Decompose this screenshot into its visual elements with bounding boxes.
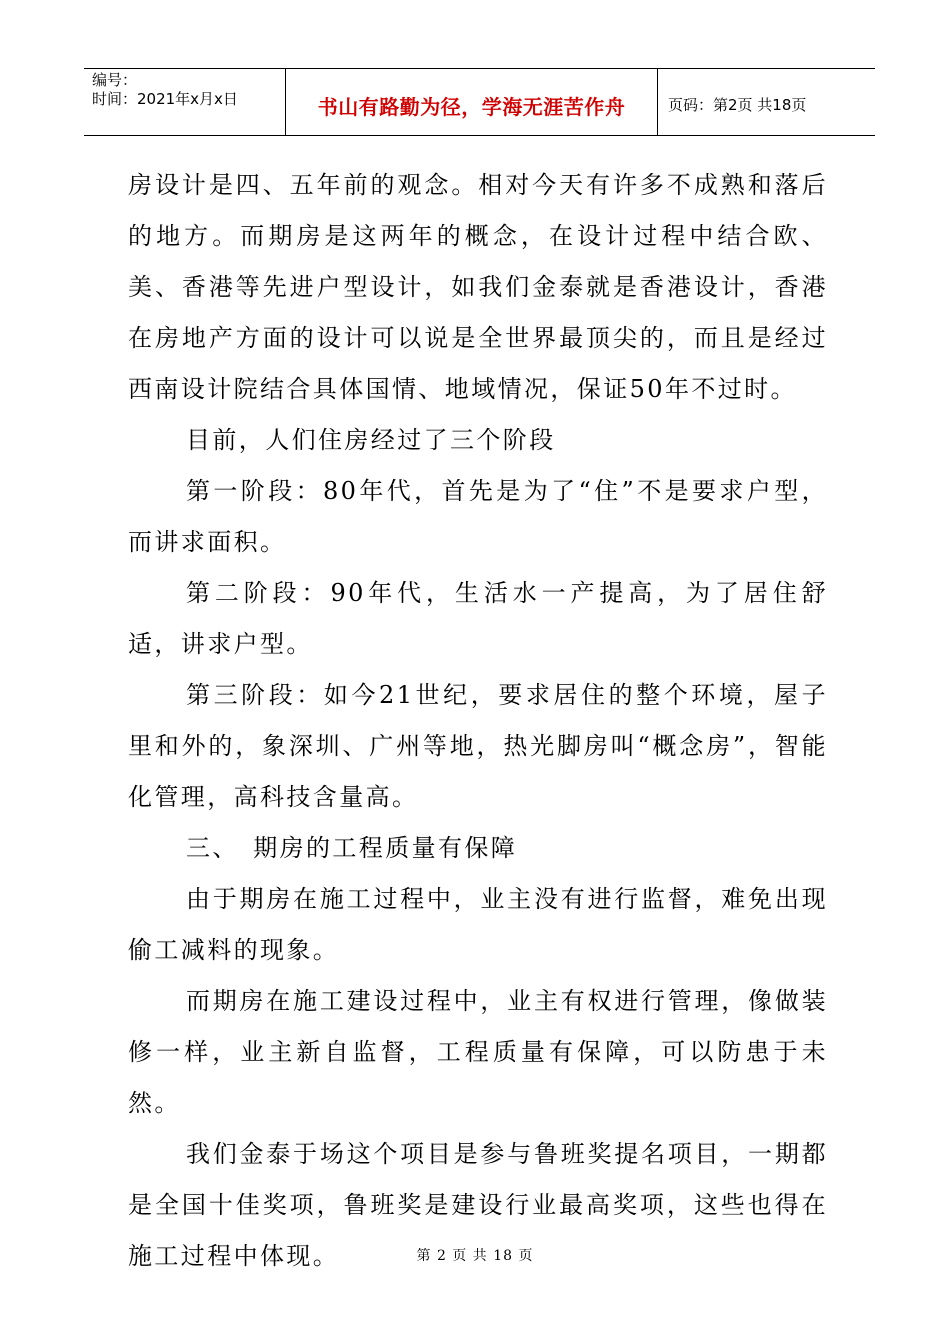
paragraph-stages-intro: 目前，人们住房经过了三个阶段 [186, 426, 556, 454]
paragraph-stage-two: 第二阶段：90年代，生活水一产提高，为了居住舒适，讲求户型。 [128, 579, 828, 658]
paragraph-luban-award: 我们金泰于场这个项目是参与鲁班奖提名项目，一期都是全国十佳奖项，鲁班奖是建设行业最高奖项，这些也得在施工过程中体现。 [128, 1140, 828, 1270]
header-meta-cell [84, 69, 286, 135]
document-date-label: 时间：2021年x月x日 [92, 90, 238, 108]
paragraph-stage-three: 第三阶段：如今21世纪，要求居住的整个环境，屋子里和外的，象深圳、广州等地，热光脚房叫“概念房”，智能化管理，高科技含量高。 [128, 681, 828, 811]
header-motto: 书山有路勤为径，学海无涯苦作舟 [286, 69, 658, 135]
paragraph-continuation: 房设计是四、五年前的观念。相对今天有许多不成熟和落后的地方。而期房是这两年的概念，在设计过程中结合欧、美、香港等先进户型设计，如我们金泰就是香港设计，香港在房地产方面的设计可以说是全世界最顶尖的，而且是经过西南设计院结合具体国情、地域情况，保证50年不过时。 [128, 171, 828, 403]
header-page-info: 页码：第2页 共18页 [668, 95, 807, 114]
document-body [128, 160, 828, 1282]
section-heading-quality: 三、 期房的工程质量有保障 [186, 834, 518, 862]
paragraph-supervision: 由于期房在施工过程中，业主没有进行监督，难免出现偷工减料的现象。 [128, 885, 828, 964]
page-footer: 第 2 页 共 18 页 [416, 1248, 534, 1264]
document-number-label: 编号： [92, 71, 138, 89]
paragraph-stage-one: 第一阶段：80年代，首先是为了“住”不是要求户型，而讲求面积。 [128, 477, 828, 556]
page-header [84, 68, 875, 136]
paragraph-owner-management: 而期房在施工建设过程中，业主有权进行管理，像做装修一样，业主新自监督，工程质量有保障，可以防患于未然。 [128, 987, 828, 1117]
